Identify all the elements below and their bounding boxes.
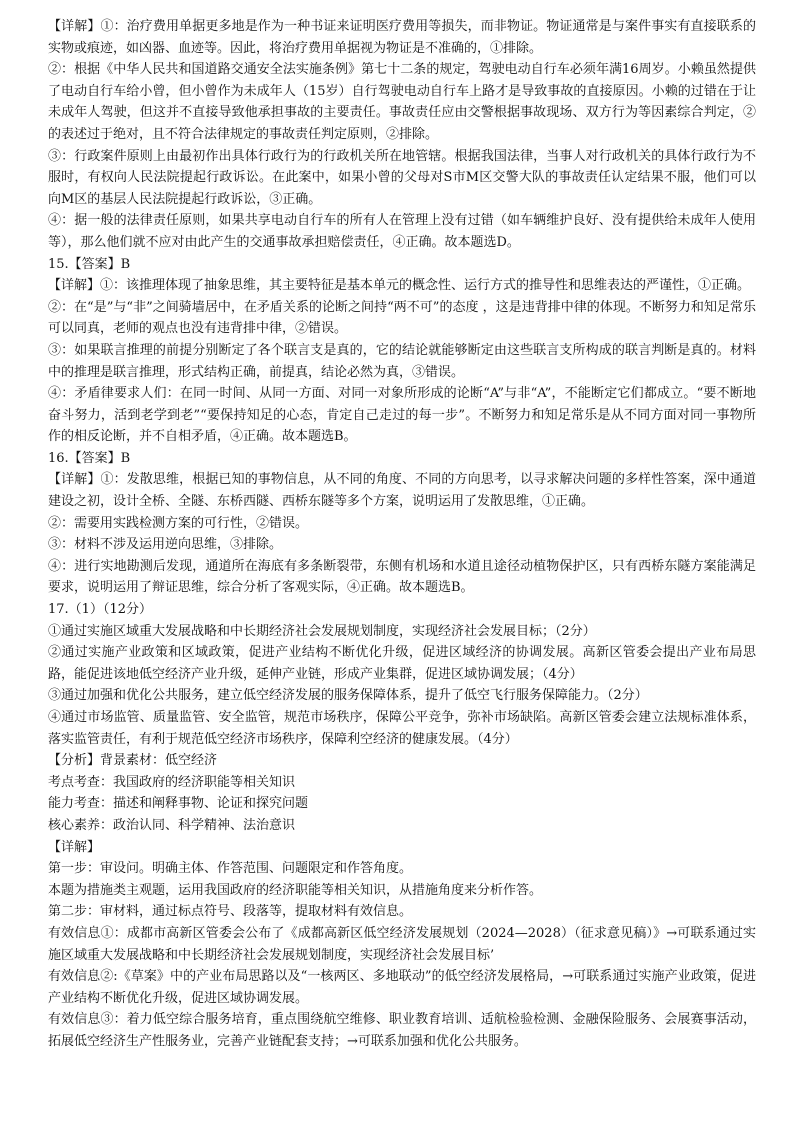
effective-info-3: 有效信息③：着力低空综合服务培育，重点围绕航空维修、职业教育培训、适航检验检测、金融保险服务、会展赛事活动，拓展低空经济生产性服务业，完善产业链配套支持；→可联系加强和优化公共服务。 xyxy=(48,1012,756,1049)
effective-info-1: 有效信息①：成都市高新区管委会公布了《成都高新区低空经济发展规划（2024—2028）（征求意见稿）》→可联系通过实施区域重大发展战略和中长期经济社会发展规划制度，实现经济社会发展目标’ xyxy=(48,925,756,963)
question-17-heading: 17.（1）（12分） xyxy=(48,602,152,618)
paragraph-16-analysis-4: ④：进行实地勘测后发现，通道所在海底有多条断裂带，东侧有机场和水道且途径动植物保护区，只有西桥东隧方案能满足要求，说明运用了辩证思维，综合分析了客观实际，④正确。故本题选B。 xyxy=(48,558,756,596)
answer-analysis-page xyxy=(48,16,756,1053)
answer-17-point-3: ③通过加强和优化公共服务，建立低空经济发展的服务保障体系，提升了低空飞行服务保障能力。（2分） xyxy=(48,688,648,704)
paragraph-16-analysis-3: ③：材料不涉及运用逆向思维，③排除。 xyxy=(48,537,283,553)
answer-17-point-4: ④通过市场监管、质量监管、安全监管，规范市场秩序，保障公平竞争，弥补市场缺陷。高新区管委会建立法规标准体系，落实监管责任，有利于规范低空经济市场秩序，保障利空经济的健康发展。（4分） xyxy=(48,710,756,747)
analysis-background: 【分析】背景素材：低空经济 xyxy=(48,753,218,769)
step-1-note: 本题为措施类主观题，运用我国政府的经济职能等相关知识，从措施角度来分析作答。 xyxy=(48,882,543,898)
paragraph-16-analysis-2: ②：需要用实践检测方案的可行性，②错误。 xyxy=(48,515,309,531)
paragraph-15-analysis-1: 【详解】①：该推理体现了抽象思维，其主要特征是基本单元的概念性、运行方式的推导性和思维表达的严谨性，①正确。 xyxy=(48,278,751,294)
paragraph-15-analysis-3: ③：如果联言推理的前提分别断定了各个联言支是真的，它的结论就能够断定由这些联言支所构成的联言判断是真的。材料中的推理是联言推理，形式结构正确，前提真，结论必然为真，③错误。 xyxy=(48,342,756,380)
step-1: 第一步：审设问。明确主体、作答范围、问题限定和作答角度。 xyxy=(48,861,413,877)
answer-17-point-2: ②通过实施产业政策和区域政策，促进产业结构不断优化升级，促进区域经济的协调发展。高新区管委会提出产业布局思路，能促进该地低空经济产业升级，延伸产业链，形成产业集群，促进区域协调发展；（4分） xyxy=(48,645,756,682)
paragraph-16-analysis-1: 【详解】①：发散思维，根据已知的事物信息，从不同的角度、不同的方向思考，以寻求解决问题的多样性答案，深中通道建设之初，设计全桥、全隧、东桥西隧、西桥东隧等多个方案，说明运用了发散思维，①正确。 xyxy=(48,472,756,510)
effective-info-2: 有效信息②:《草案》中的产业布局思路以及“一核两区、多地联动”的低空经济发展格局，→可联系通过实施产业政策，促进产业结构不断优化升级，促进区域协调发展。 xyxy=(48,969,756,1006)
step-2: 第二步：审材料，通过标点符号、段落等，提取材料有效信息。 xyxy=(48,904,413,920)
analysis-knowledge: 考点考查：我国政府的经济职能等相关知识 xyxy=(48,774,296,790)
analysis-ability: 能力考查：描述和阐释事物、论证和探究问题 xyxy=(48,796,309,812)
paragraph-14-analysis-2: ②：根据《中华人民共和国道路交通安全法实施条例》第七十二条的规定，驾驶电动自行车必须年满16周岁。小赖虽然提供了电动自行车给小曾，但小曾作为未成年人（15岁）自行驾驶电动自行车上路才是导致事故的直接原因。小赖的过错在于让未成年人驾驶，但这并不直接导致他承担事故的主要责任。事故责任应由交警根据事故现场、双方行为等因素综合判定，②的表述过于绝对，且不符合法律规定的事故责任判定原则，②排除。 xyxy=(48,62,756,142)
paragraph-14-analysis-1: 【详解】①：治疗费用单据更多地是作为一种书证来证明医疗费用等损失，而非物证。物证通常是与案件事实有直接联系的实物或痕迹，如凶器、血迹等。因此，将治疗费用单据视为物证是不准确的，①排除。 xyxy=(48,19,756,56)
question-15-answer: 15.【答案】B xyxy=(48,256,131,272)
detail-heading: 【详解】 xyxy=(48,839,101,855)
paragraph-15-analysis-4: ④：矛盾律要求人们：在同一时间、从同一方面、对同一对象所形成的论断“A”与非“A”，不能断定它们都成立。“要不断地奋斗努力，活到老学到老”“要保持知足的心态，肯定自己走过的每一步”。不断努力和知足常乐是从不同方面对同一事物所作的相反论断，并不自相矛盾，④正确。故本题选B。 xyxy=(48,386,756,445)
analysis-literacy: 核心素养：政治认同、科学精神、法治意识 xyxy=(48,817,296,833)
answer-17-point-1: ①通过实施区域重大发展战略和中长期经济社会发展规划制度，实现经济社会发展目标；（2分） xyxy=(48,623,596,639)
paragraph-14-analysis-4: ④：据一般的法律责任原则，如果共享电动自行车的所有人在管理上没有过错（如车辆维护良好、没有提供给未成年人使用等），那么他们就不应对由此产生的交通事故承担赔偿责任，④正确。故本题选D。 xyxy=(48,213,756,250)
paragraph-14-analysis-3: ③：行政案件原则上由最初作出具体行政行为的行政机关所在地管辖。根据我国法律，当事人对行政机关的具体行政行为不服时，有权向人民法院提起行政诉讼。在此案中，如果小曾的父母对S市M区交警大队的事故责任认定结果不服，他们可以向M区的基层人民法院提起行政诉讼，③正确。 xyxy=(48,148,756,207)
question-16-answer: 16.【答案】B xyxy=(48,450,131,466)
paragraph-15-analysis-2: ②：在“是”与“非”之间骑墙居中，在矛盾关系的论断之间持“两不可”的态度 ，这是违背排中律的体现。不断努力和知足常乐可以同真，老师的观点也没有违背排中律，②错误。 xyxy=(48,299,756,337)
